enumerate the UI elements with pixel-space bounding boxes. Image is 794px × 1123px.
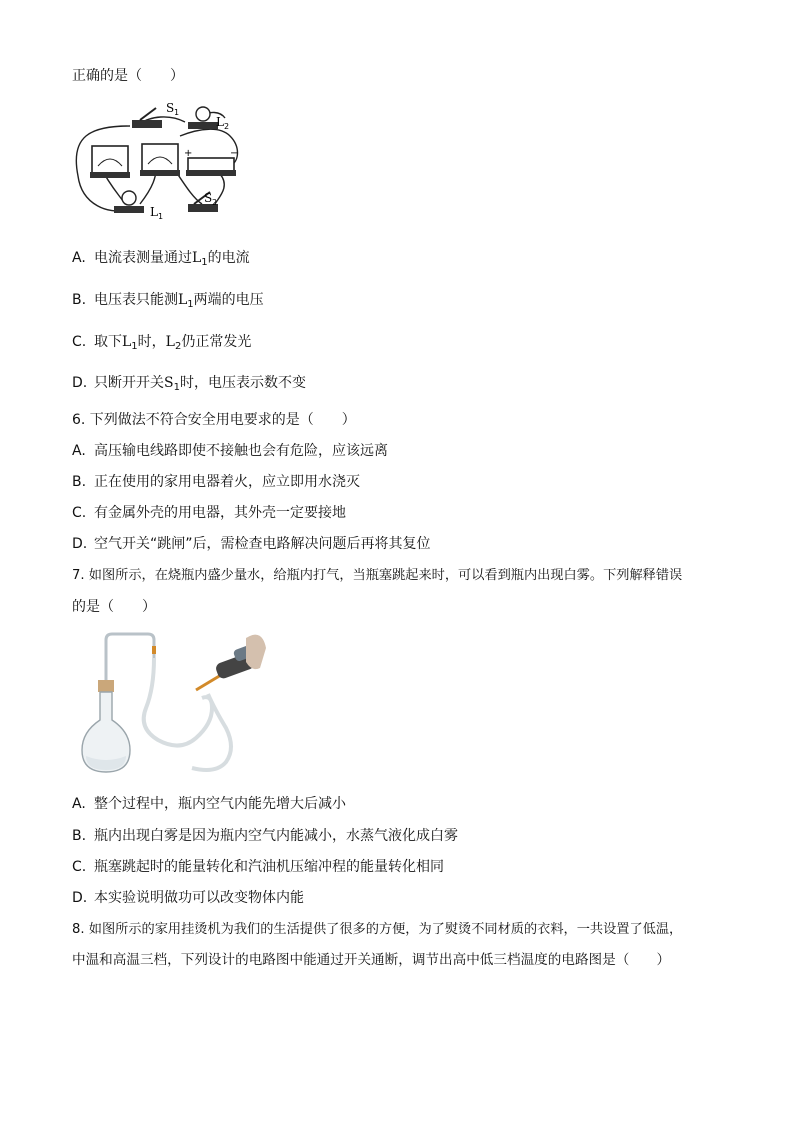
option-label: D. [72, 890, 88, 906]
option-text-post: 仍正常发光 [181, 334, 252, 350]
label-s2: S [204, 191, 213, 205]
label-l1-sub: 1 [158, 212, 164, 221]
flask-pump-figure [76, 628, 266, 778]
flask [82, 692, 130, 772]
q8-stem-line1: 8. 如图所示的家用挂烫机为我们的生活提供了很多的方便，为了熨烫不同材质的衣料，一共设置了低温， [72, 922, 683, 937]
q5-option-c [72, 332, 251, 354]
option-text: 取下 [94, 334, 122, 350]
option-label: A. [72, 250, 86, 266]
option-text: 只断开开关 [94, 375, 164, 391]
battery [186, 158, 236, 176]
option-var: S [164, 375, 174, 391]
option-text: 整个过程中，瓶内空气内能先增大后减小 [94, 796, 346, 812]
q7-stem-line2: 的是（ ） [72, 599, 156, 615]
voltmeter [140, 144, 180, 176]
option-sub: 1 [173, 382, 180, 393]
option-text-post: 时，电压表示数不变 [179, 375, 306, 391]
label-plus: + [184, 148, 193, 159]
label-s2-sub: 2 [212, 198, 218, 207]
flask-stopper [98, 680, 114, 692]
q7-stem-line1: 7. 如图所示，在烧瓶内盛少量水，给瓶内打气，当瓶塞跳起来时，可以看到瓶内出现白雾。下列解释错误 [72, 568, 683, 583]
air-pump [196, 635, 266, 690]
option-label: A. [72, 443, 86, 459]
q6-option-d [72, 534, 431, 554]
option-text-post: 的电流 [207, 250, 250, 266]
option-var: L [122, 334, 132, 350]
option-text: 瓶内出现白雾是因为瓶内空气内能减小，水蒸气液化成白雾 [94, 828, 458, 844]
option-label: A. [72, 796, 86, 812]
option-text: 有金属外壳的用电器，其外壳一定要接地 [94, 505, 346, 521]
q6-option-c [72, 503, 346, 523]
q5-stem-tail: 正确的是（ ） [72, 68, 184, 84]
option-label: C. [72, 859, 87, 875]
q7-option-d [72, 888, 304, 908]
option-var: L [178, 292, 188, 308]
option-text: 正在使用的家用电器着火，应立即用水浇灭 [94, 474, 360, 490]
q7-option-b [72, 826, 458, 846]
option-var2: L [165, 334, 175, 350]
q5-option-d [72, 373, 306, 395]
option-text: 高压输电线路即使不接触也会有危险，应该远离 [94, 443, 388, 459]
q5-option-b [72, 290, 264, 312]
q6-option-b [72, 472, 360, 492]
option-label: B. [72, 474, 87, 490]
option-label: B. [72, 828, 87, 844]
ammeter [90, 146, 130, 178]
q7-option-a [72, 794, 346, 814]
circuit-diagram [70, 96, 250, 226]
label-l2-sub: 2 [224, 122, 230, 131]
option-sub: 1 [201, 257, 208, 268]
hose [144, 658, 212, 746]
q6-option-a [72, 441, 388, 461]
option-label: C. [72, 334, 87, 350]
q7-option-c [72, 857, 444, 877]
option-var: L [192, 250, 202, 266]
option-sub: 1 [187, 299, 194, 310]
option-label: D. [72, 375, 88, 391]
lamp-l2 [188, 122, 218, 129]
switch-s1 [132, 120, 162, 128]
option-text-post: 两端的电压 [193, 292, 264, 308]
lamp-l1 [114, 206, 144, 213]
option-text: 本实验说明做功可以改变物体内能 [94, 890, 304, 906]
option-sub2: 2 [174, 341, 182, 352]
option-text: 瓶塞跳起时的能量转化和汽油机压缩冲程的能量转化相同 [94, 859, 444, 875]
label-l1: L [150, 205, 158, 219]
option-text-mid: 时， [137, 334, 166, 350]
q5-option-a [72, 248, 250, 270]
label-minus: − [230, 148, 239, 159]
option-label: B. [72, 292, 87, 308]
option-label: D. [72, 536, 88, 552]
label-s1: S [166, 101, 175, 115]
label-s1-sub: 1 [174, 108, 180, 117]
option-text: 电流表测量通过 [94, 250, 192, 266]
q6-stem: 6. 下列做法不符合安全用电要求的是（ ） [72, 412, 356, 428]
option-text: 空气开关“跳闸”后，需检查电路解决问题后再将其复位 [94, 536, 431, 552]
option-text: 电压表只能测 [94, 292, 178, 308]
label-l2: L [216, 115, 224, 129]
option-sub: 1 [131, 341, 138, 352]
option-label: C. [72, 505, 87, 521]
q8-stem-line2: 中温和高温三档，下列设计的电路图中能通过开关通断，调节出高中低三档温度的电路图是（ ） [72, 952, 671, 968]
